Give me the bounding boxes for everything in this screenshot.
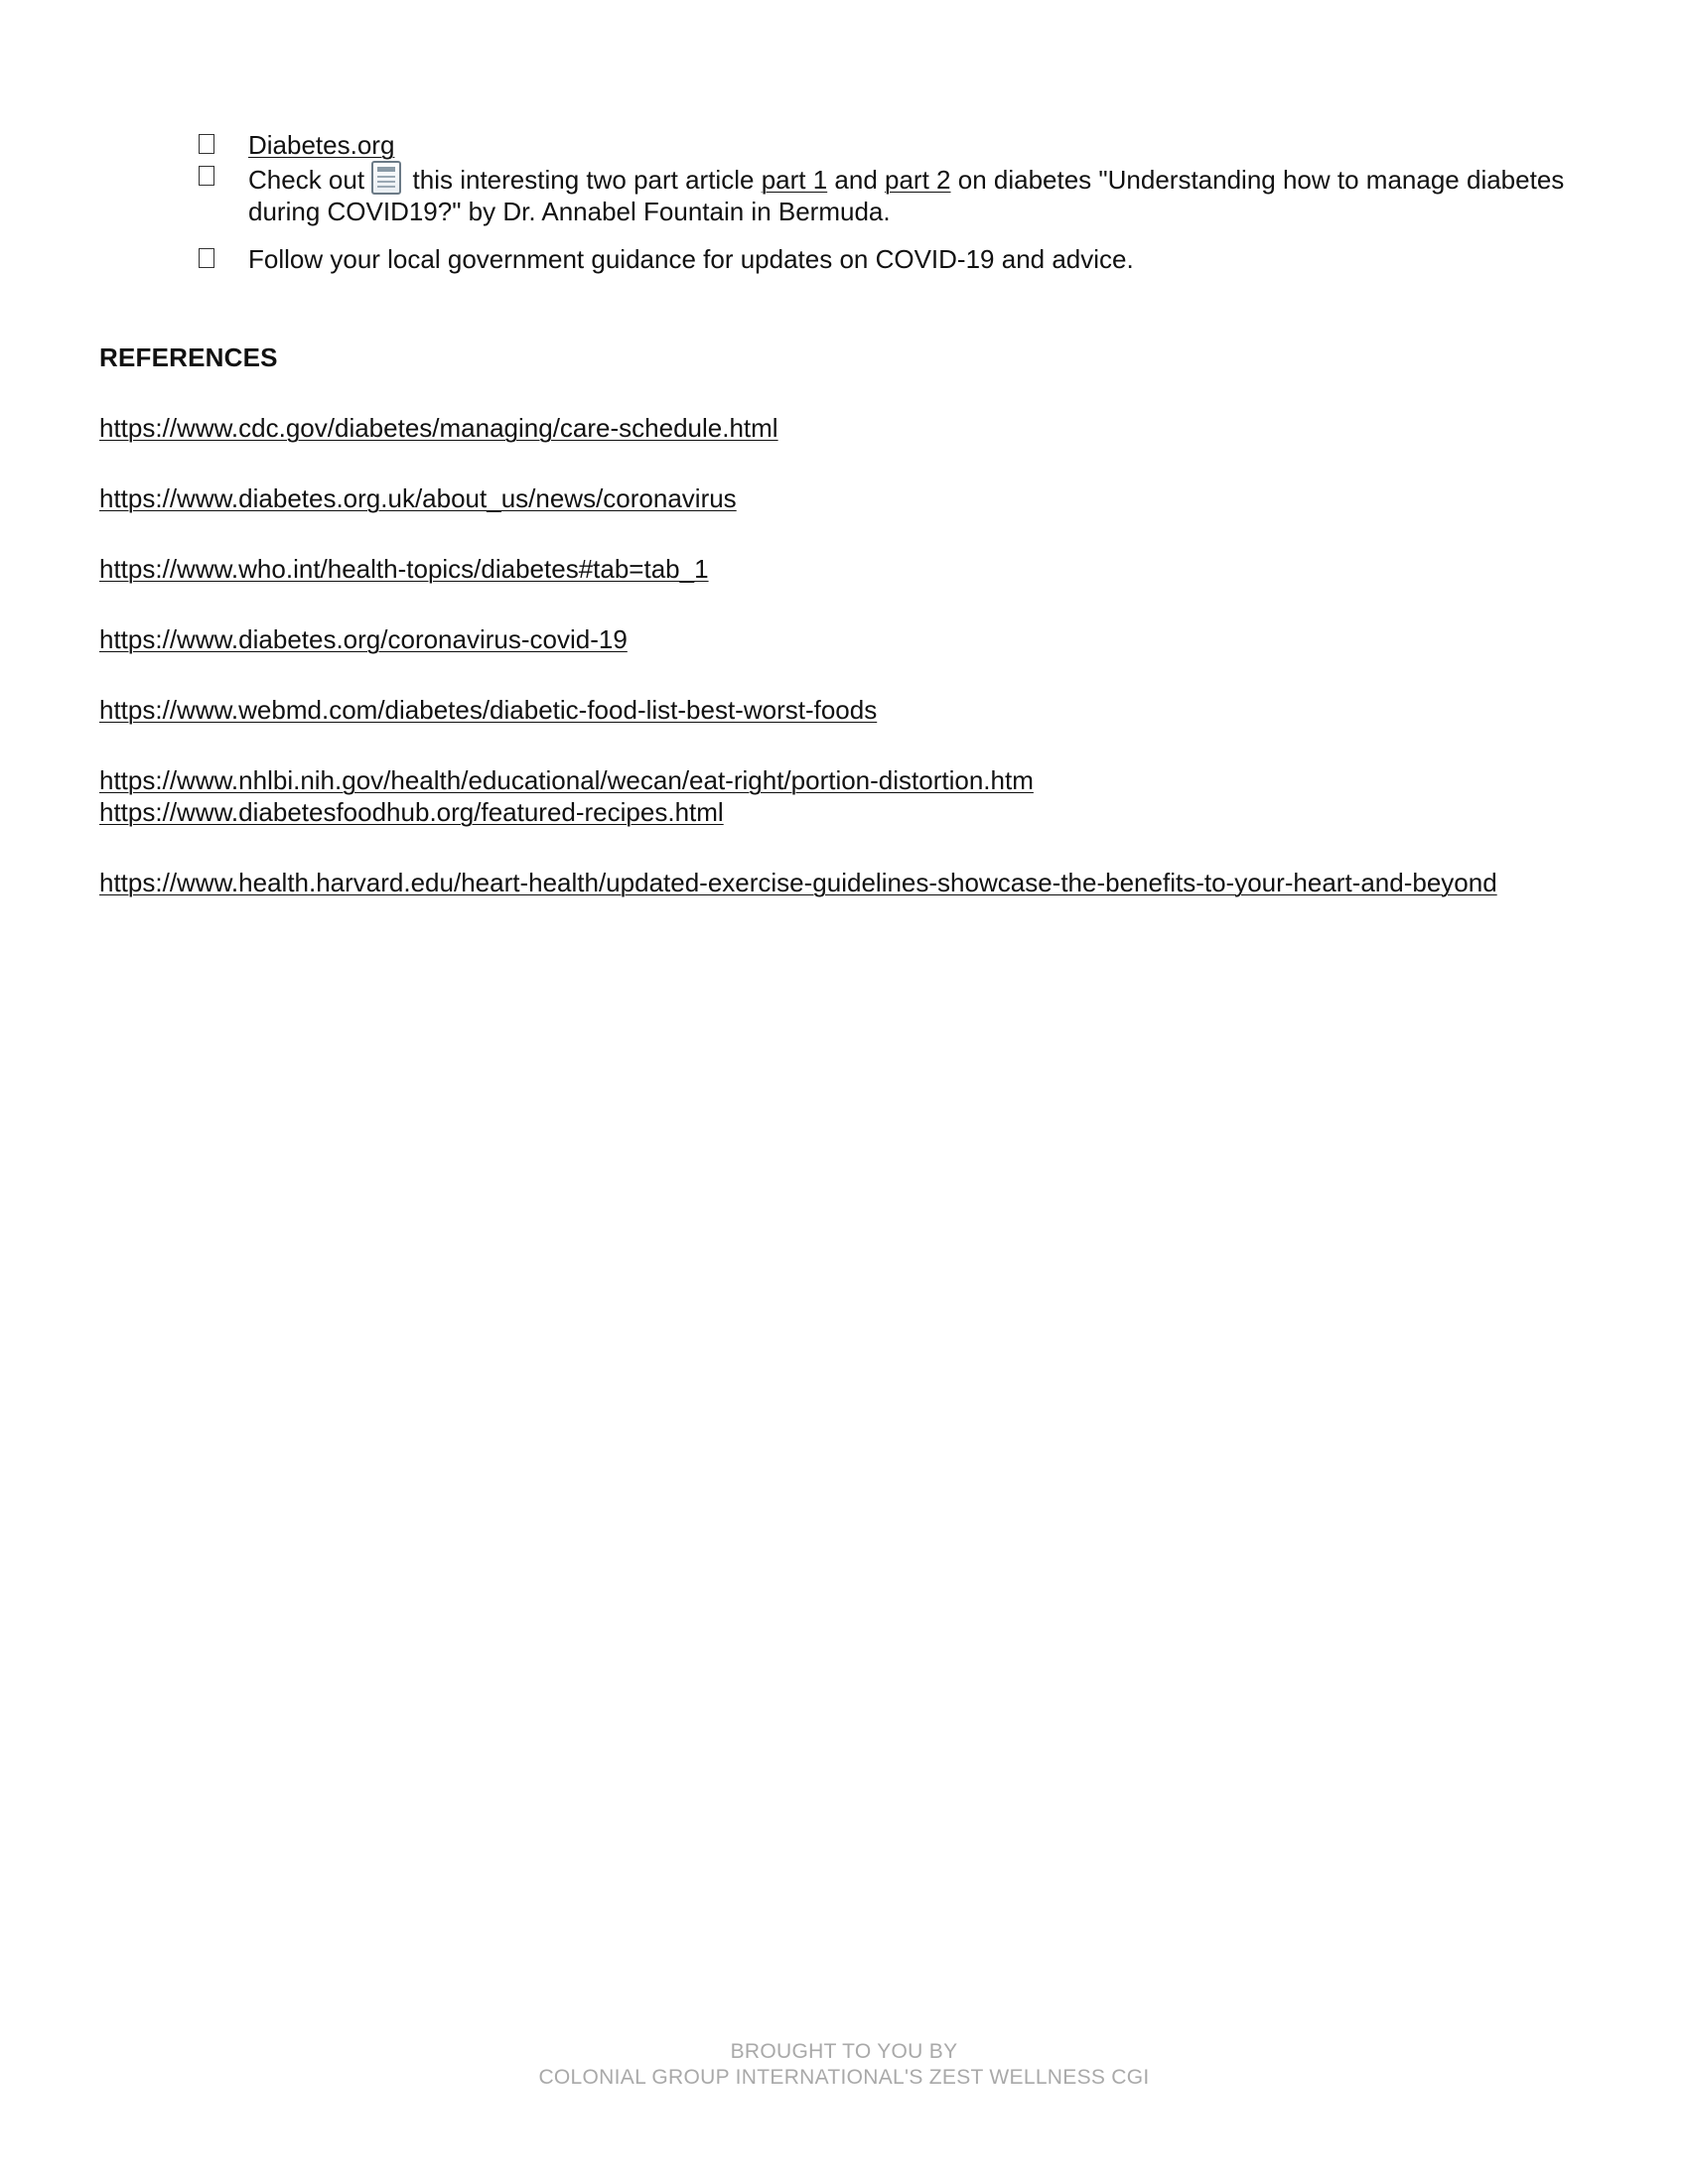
part-1-link[interactable]: part 1 [761,165,828,195]
resource-bullet-list [199,129,1569,275]
reference-link-webmd[interactable]: https://www.webmd.com/diabetes/diabetic-food-list-best-worst-foods [99,695,878,725]
reference-link-cdc[interactable]: https://www.cdc.gov/diabetes/managing/care-schedule.html [99,413,778,443]
reference-item [99,694,1519,726]
bullet-box-icon [199,134,214,154]
diabetes-org-link[interactable]: Diabetes.org [248,130,395,160]
reference-item [99,412,1519,444]
bullet-box-icon [199,166,214,186]
reference-link-diabetesfoodhub[interactable]: https://www.diabetesfoodhub.org/featured-recipes.html [99,797,724,827]
page-footer [0,2039,1688,2091]
footer-line-1: BROUGHT TO YOU BY [730,2040,958,2063]
article-text-mid1: this interesting two part article [405,165,762,195]
article-text-mid2: and [827,165,886,195]
reference-item [99,553,1519,585]
reference-link-harvard[interactable]: https://www.health.harvard.edu/heart-health/updated-exercise-guidelines-showcase-the-benefits-to-your-heart-and-beyond [99,868,1497,897]
part-2-link[interactable]: part 2 [885,165,951,195]
bullet-item-guidance [199,243,1569,275]
reference-link-diabetes-org[interactable]: https://www.diabetes.org/coronavirus-covid-19 [99,624,628,654]
reference-link-nhlbi[interactable]: https://www.nhlbi.nih.gov/health/educational/wecan/eat-right/portion-distortion.htm [99,765,1034,795]
bullet-box-icon [199,248,214,268]
reference-link-who[interactable]: https://www.who.int/health-topics/diabetes#tab=tab_1 [99,554,709,584]
reference-item [99,764,1519,796]
article-intro-text: Check out [248,165,372,195]
bullet-item-diabetes-org [199,129,1569,161]
document-icon[interactable] [371,161,401,195]
reference-item [99,482,1519,514]
reference-link-diabetes-uk[interactable]: https://www.diabetes.org.uk/about_us/news/coronavirus [99,483,737,513]
references-list [99,412,1519,898]
reference-item [99,867,1519,898]
footer-line-2: COLONIAL GROUP INTERNATIONAL'S ZEST WELLNESS CGI [538,2066,1150,2089]
references-heading: REFERENCES [99,342,278,372]
guidance-text: Follow your local government guidance for updates on COVID-19 and advice. [248,244,1134,274]
article-text-post: on diabetes "Understanding how to manage diabetes during COVID19?" by Dr. Annabel Fountain in Bermuda. [248,165,1565,226]
reference-item [99,623,1519,655]
reference-item [99,796,1519,828]
bullet-item-article [199,161,1569,227]
